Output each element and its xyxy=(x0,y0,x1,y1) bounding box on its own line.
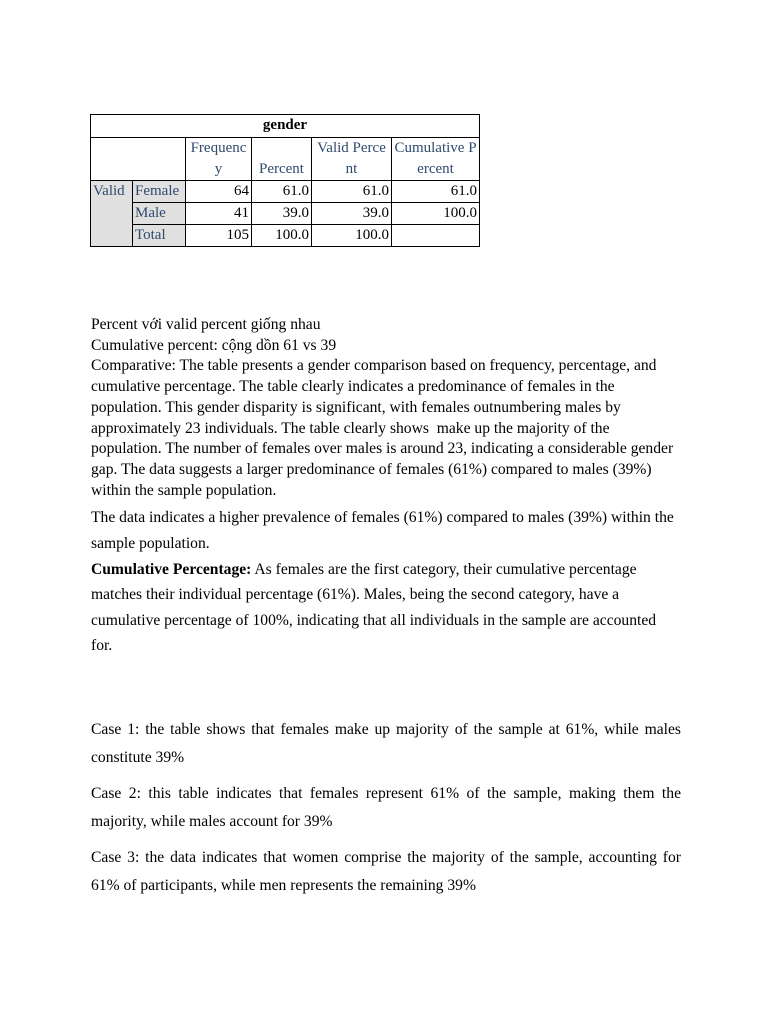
male-valid-percent: 39.0 xyxy=(312,203,392,225)
total-cumulative-percent xyxy=(392,225,480,247)
header-cumulative-percent: Cumulative Percent xyxy=(392,138,480,181)
cumulative-paragraph xyxy=(91,557,681,659)
female-valid-percent: 61.0 xyxy=(312,181,392,203)
total-valid-percent: 100.0 xyxy=(312,225,392,247)
row-label-male: Male xyxy=(133,203,186,225)
cumulative-label: Cumulative Percentage: xyxy=(91,560,252,578)
total-frequency: 105 xyxy=(186,225,252,247)
row-label-female: Female xyxy=(133,181,186,203)
row-label-total: Total xyxy=(133,225,186,247)
cases-block xyxy=(91,716,681,900)
table-header-row xyxy=(91,138,480,181)
header-valid-percent: Valid Percent xyxy=(312,138,392,181)
header-frequency: Frequency xyxy=(186,138,252,181)
cumulative-text: As females are the first category, their cumulative percentage matches their individual percentage (61%). Males, being the second category, have a cumulative percentage of 100%, indicating that all individuals in the sample are accounted for. xyxy=(91,560,657,655)
note-percent-same: Percent với valid percent giống nhau xyxy=(91,316,321,333)
table-row xyxy=(91,225,480,247)
female-cumulative-percent: 61.0 xyxy=(392,181,480,203)
male-cumulative-percent: 100.0 xyxy=(392,203,480,225)
case-2-paragraph: Case 2: this table indicates that females represent 61% of the sample, making them the majority, while males account for 39% xyxy=(91,785,681,830)
female-frequency: 64 xyxy=(186,181,252,203)
comparative-paragraph: Comparative: The table presents a gender comparison based on frequency, percentage, and cumulative percentage. The table clearly indicates a predominance of females in the population. This gender disparity is significant, with females outnumbering males by approximately 23 individuals. The table clearly shows make up the majority of the population. The number of females over males is around 23, indicating a considerable gender gap. The data suggests a larger predominance of females (61%) compared to males (39%) within the sample population. xyxy=(91,357,678,499)
note-cumulative: Cumulative percent: cộng dồn 61 vs 39 xyxy=(91,336,337,354)
case-3-paragraph: Case 3: the data indicates that women comprise the majority of the sample, accounting for 61% of participants, while men represents the remaining 39% xyxy=(91,849,681,894)
table-row xyxy=(91,203,480,225)
table-title: gender xyxy=(91,115,480,138)
case-1-paragraph: Case 1: the table shows that females make up majority of the sample at 61%, while males constitute 39% xyxy=(91,721,681,766)
table-row xyxy=(91,181,480,203)
prevalence-paragraph: The data indicates a higher prevalence of females (61%) compared to males (39%) within the sample population. xyxy=(91,509,674,552)
table-title-row xyxy=(91,115,480,138)
group-label-valid: Valid xyxy=(91,181,133,247)
male-frequency: 41 xyxy=(186,203,252,225)
gender-frequency-table xyxy=(90,114,480,247)
table-corner-cell xyxy=(91,138,186,181)
notes-block xyxy=(91,315,681,659)
female-percent: 61.0 xyxy=(252,181,312,203)
total-percent: 100.0 xyxy=(252,225,312,247)
header-percent: Percent xyxy=(252,138,312,181)
male-percent: 39.0 xyxy=(252,203,312,225)
